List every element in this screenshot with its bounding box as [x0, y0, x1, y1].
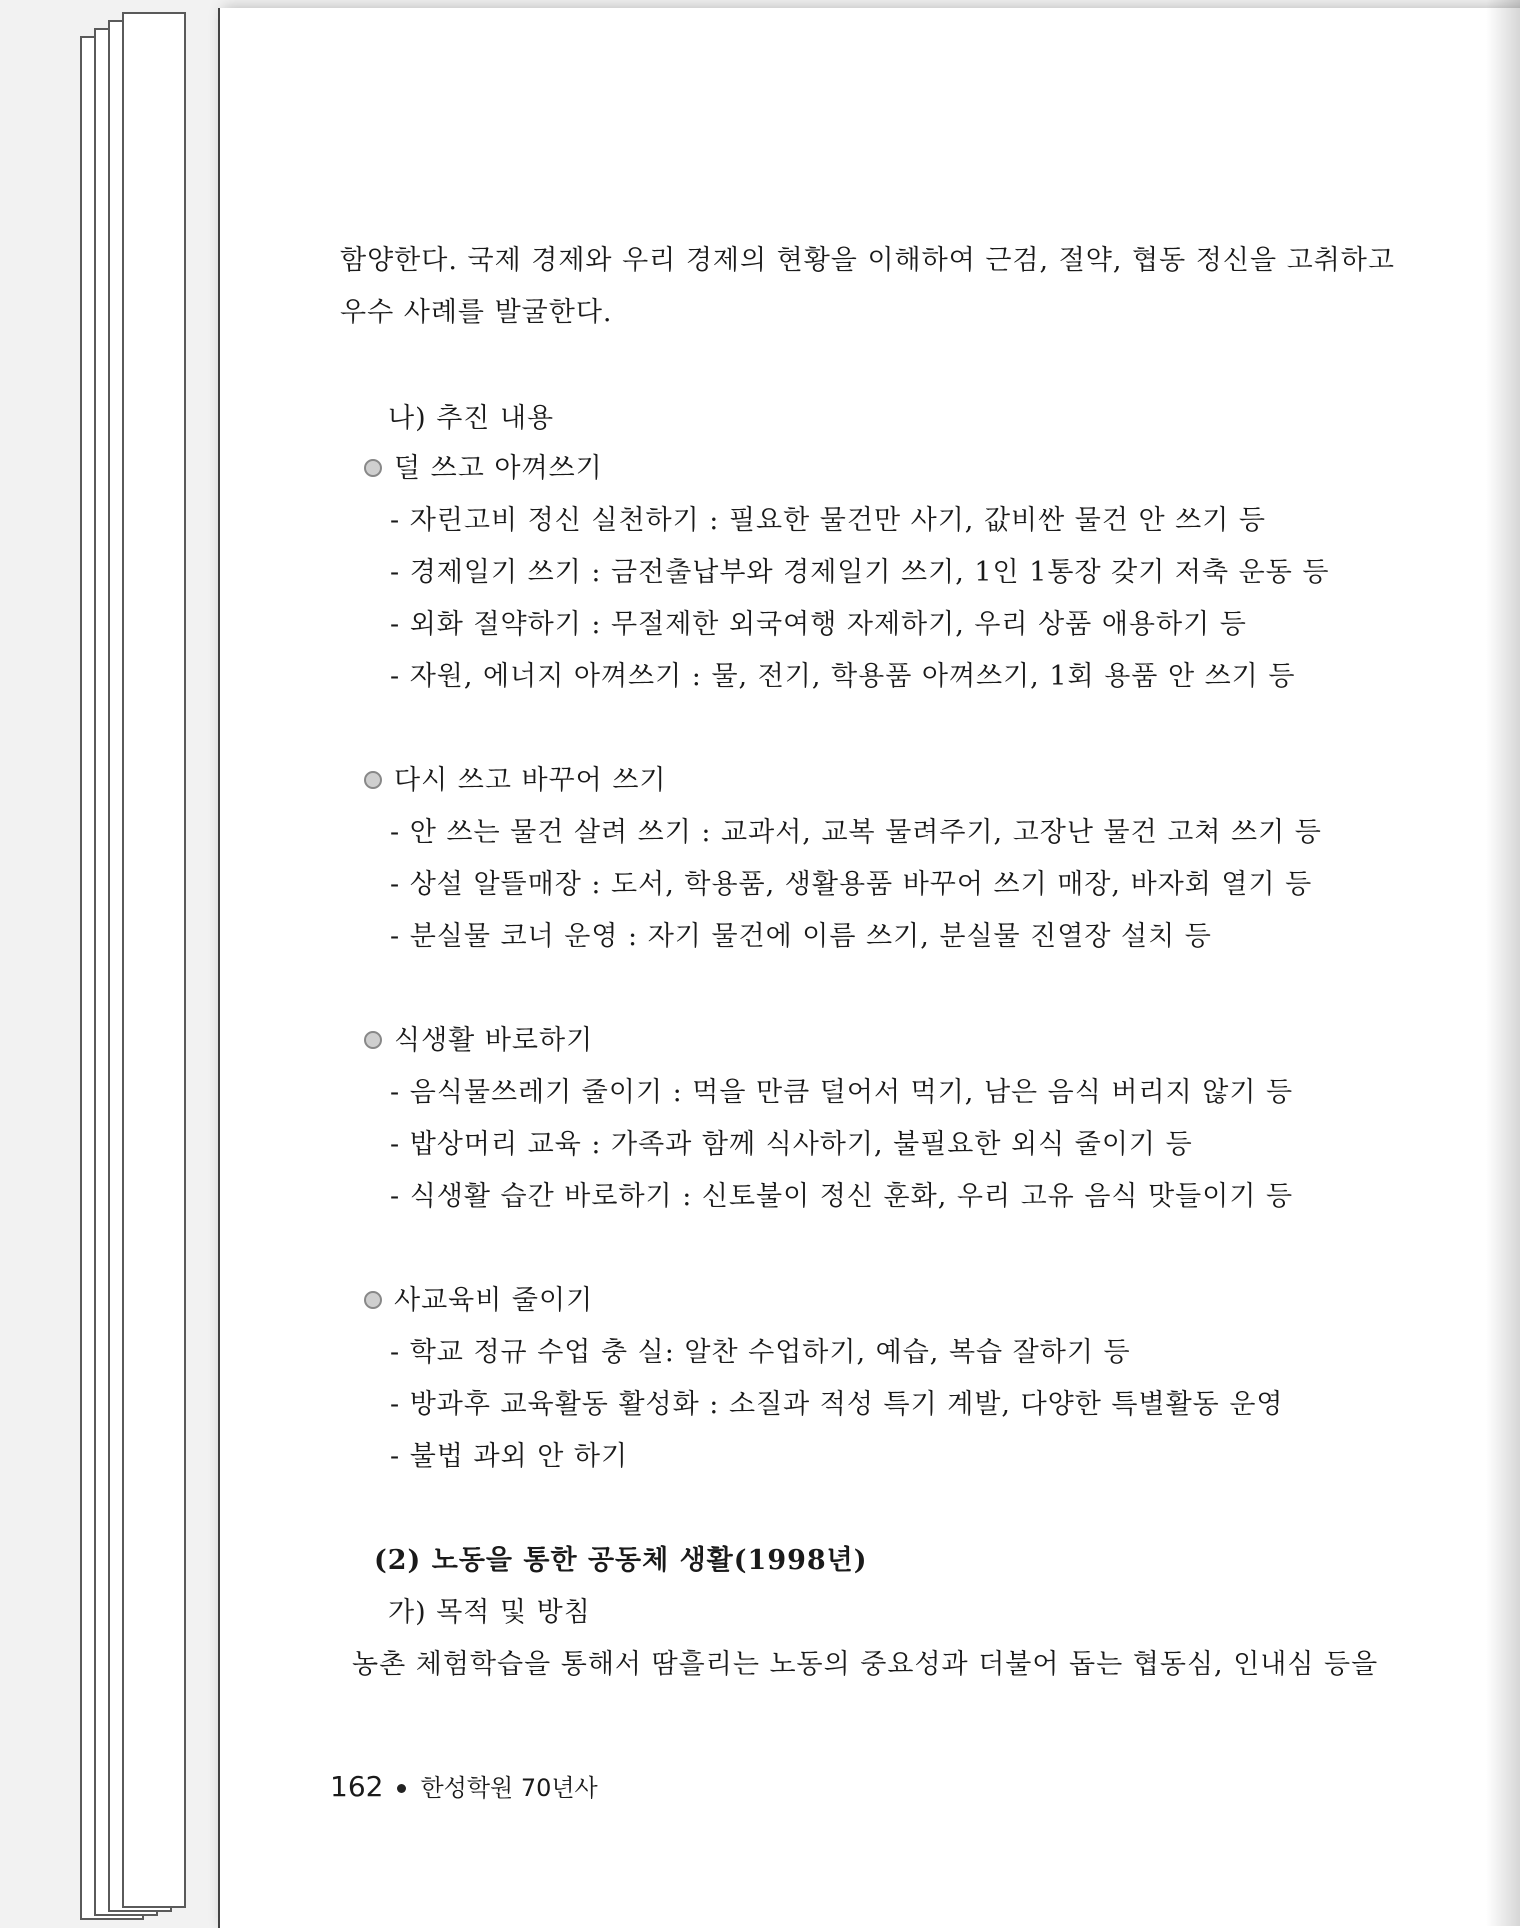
- section-heading: (2) 노동을 통한 공동체 생활(1998년): [374, 1545, 868, 1576]
- list-item: - 음식물쓰레기 줄이기 : 먹을 만큼 덜어서 먹기, 남은 음식 버리지 않기 등: [390, 1077, 1294, 1108]
- group-title: [364, 1284, 593, 1318]
- group-title-text: 식생활 바로하기: [394, 1025, 594, 1056]
- list-item: - 자린고비 정신 실천하기 : 필요한 물건만 사기, 값비싼 물건 안 쓰기 등: [390, 505, 1267, 536]
- group-title: [364, 1024, 593, 1058]
- list-item: - 외화 절약하기 : 무절제한 외국여행 자제하기, 우리 상품 애용하기 등: [390, 609, 1247, 640]
- list-item: - 학교 정규 수업 충 실: 알찬 수업하기, 예습, 복습 잘하기 등: [390, 1337, 1131, 1368]
- group-title: [364, 452, 603, 486]
- list-item: - 불법 과외 안 하기: [390, 1441, 629, 1472]
- list-item: - 경제일기 쓰기 : 금전출납부와 경제일기 쓰기, 1인 1통장 갖기 저축 운동 등: [390, 557, 1330, 588]
- list-item: - 식생활 습간 바로하기 : 신토불이 정신 훈화, 우리 고유 음식 맛들이기 등: [390, 1181, 1294, 1212]
- list-item: - 안 쓰는 물건 살려 쓰기 : 교과서, 교복 물려주기, 고장난 물건 고쳐 쓰기 등: [390, 817, 1322, 848]
- list-item: - 방과후 교육활동 활성화 : 소질과 적성 특기 계발, 다양한 특별활동 운영: [390, 1389, 1284, 1420]
- group-title-text: 사교육비 줄이기: [394, 1285, 594, 1316]
- book-title: 한성학원 70년사: [420, 1774, 598, 1802]
- list-item: - 밥상머리 교육 : 가족과 함께 식사하기, 불필요한 외식 줄이기 등: [390, 1129, 1193, 1160]
- bullet-icon: [364, 1291, 382, 1309]
- intro-line-1: 함양한다. 국제 경제와 우리 경제의 현황을 이해하여 근검, 절약, 협동 정신을 고취하고: [340, 245, 1395, 276]
- group-title-text: 다시 쓰고 바꾸어 쓰기: [394, 765, 667, 796]
- intro-line-2: 우수 사례를 발굴한다.: [340, 297, 613, 328]
- section-na-heading: 나) 추진 내용: [388, 403, 555, 434]
- section-ga-heading: 가) 목적 및 방침: [388, 1597, 591, 1628]
- list-item: - 상설 알뜰매장 : 도서, 학용품, 생활용품 바꾸어 쓰기 매장, 바자회 열기 등: [390, 869, 1313, 900]
- list-item: - 분실물 코너 운영 : 자기 물건에 이름 쓰기, 분실물 진열장 설치 등: [390, 921, 1212, 952]
- bullet-icon: [364, 1031, 382, 1049]
- page-footer: [330, 1768, 598, 1803]
- body-line: 농촌 체험학습을 통해서 땀흘리는 노동의 중요성과 더불어 돕는 협동심, 인내심 등을: [352, 1649, 1379, 1680]
- group-title: [364, 764, 667, 798]
- bullet-icon: [364, 459, 382, 477]
- group-title-text: 덜 쓰고 아껴쓰기: [394, 453, 603, 484]
- bullet-icon: [364, 771, 382, 789]
- page-number: 162: [330, 1770, 384, 1803]
- list-item: - 자원, 에너지 아껴쓰기 : 물, 전기, 학용품 아껴쓰기, 1회 용품 안 쓰기 등: [390, 661, 1296, 692]
- bullet-dot-icon: [397, 1784, 406, 1793]
